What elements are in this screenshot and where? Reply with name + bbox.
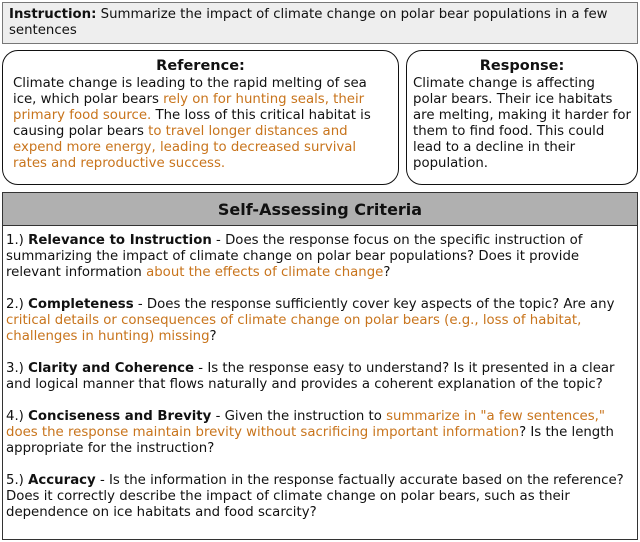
criterion-conciseness xyxy=(6,409,634,457)
criterion-name: Clarity and Coherence xyxy=(28,361,195,376)
criterion-text: - Does the response sufficiently cover key aspects of the topic? Are any xyxy=(133,297,615,312)
reference-text-part: Climate change is leading to the rapid melting of sea ice, which polar bears xyxy=(13,76,367,107)
response-text: Climate change is affecting polar bears. Their ice habitats are melting, making it harder for them to find food. This could lead to a decline in their population. xyxy=(413,76,631,171)
criteria-list xyxy=(3,226,637,521)
criterion-text: - Is the response easy to understand? Is it presented in a clear and logical manner that flows naturally and provides a coherent explanation of the topic? xyxy=(6,361,615,392)
criterion-completeness xyxy=(6,297,634,345)
response-box xyxy=(406,50,638,185)
response-title: Response: xyxy=(479,58,565,74)
criterion-name: Relevance to Instruction xyxy=(28,233,212,248)
criterion-name: Accuracy xyxy=(28,473,96,488)
instruction-label: Instruction: xyxy=(9,7,97,22)
criterion-highlight: summarize in "a few sentences," does the response maintain brevity without sacrificing important information xyxy=(6,409,605,440)
instruction-text: Summarize the impact of climate change on polar bear populations in a few sentences xyxy=(9,7,608,38)
criterion-text: - Is the information in the response factually accurate based on the reference? Does it correctly describe the impact of climate change on polar bears, such as their dependence on ice habitats and food scarcity? xyxy=(6,473,624,520)
criterion-number: 4.) xyxy=(6,409,29,424)
reference-text-part: The loss of this critical habitat is causing polar bears xyxy=(13,108,371,139)
reference-highlight: rely on for hunting seals, their primary food source. xyxy=(13,92,365,123)
criterion-text: - Given the instruction to xyxy=(211,409,387,424)
criterion-text: - Does the response focus on the specific instruction of summarizing the impact of climate change on polar bear populations? Does it provide relevant information xyxy=(6,233,583,280)
criteria-title: Self-Assessing Criteria xyxy=(3,193,637,226)
criterion-number: 1.) xyxy=(6,233,29,248)
criterion-text: ? xyxy=(209,329,217,344)
criterion-accuracy xyxy=(6,473,634,521)
criterion-text: ? xyxy=(383,265,391,280)
criterion-highlight: critical details or consequences of climate change on polar bears (e.g., loss of habitat, challenges in hunting) missing xyxy=(6,313,582,344)
criterion-highlight: about the effects of climate change xyxy=(146,265,384,280)
criterion-name: Completeness xyxy=(28,297,134,312)
criteria-panel xyxy=(2,192,638,540)
criterion-number: 5.) xyxy=(6,473,29,488)
criterion-name: Conciseness and Brevity xyxy=(28,409,212,424)
reference-title: Reference: xyxy=(156,58,245,74)
criterion-relevance xyxy=(6,233,634,281)
criterion-number: 2.) xyxy=(6,297,29,312)
instruction-box xyxy=(2,2,638,44)
reference-text xyxy=(13,76,388,172)
criterion-text: ? Is the length appropriate for the instruction? xyxy=(6,425,614,456)
criterion-clarity xyxy=(6,361,634,393)
reference-box xyxy=(2,50,399,185)
criterion-number: 3.) xyxy=(6,361,29,376)
reference-highlight: to travel longer distances and expend more energy, leading to decreased survival rates and reproductive success. xyxy=(13,124,357,171)
